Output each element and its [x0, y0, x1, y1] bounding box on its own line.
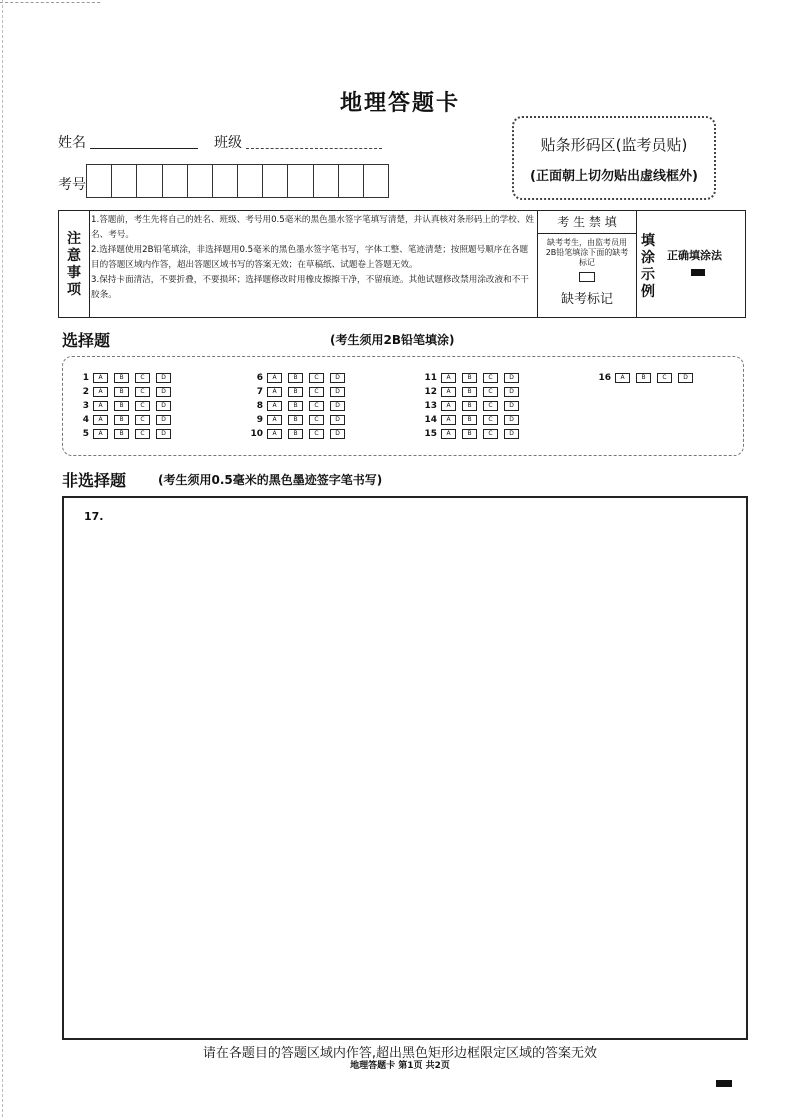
question-number: 16 — [598, 373, 611, 383]
answer-bubble[interactable]: C — [135, 401, 150, 411]
mcq-question-row — [415, 415, 525, 425]
page-title: 地理答题卡 — [339, 91, 460, 116]
class-label: 班级 — [214, 135, 242, 151]
question-number: 9 — [256, 415, 263, 425]
answer-bubble[interactable]: C — [135, 415, 150, 425]
mcq-question-row — [67, 373, 177, 383]
answer-bubble[interactable]: C — [483, 373, 498, 383]
answer-bubble[interactable]: B — [114, 415, 129, 425]
notice-heading-char: 项 — [67, 282, 81, 298]
answer-bubble[interactable]: A — [93, 387, 108, 397]
answer-bubble[interactable]: B — [114, 401, 129, 411]
question-number: 7 — [256, 387, 263, 397]
answer-bubble[interactable]: B — [462, 373, 477, 383]
question-number: 13 — [424, 401, 437, 411]
mcq-title: 选择题 — [62, 331, 111, 350]
fill-heading-char: 例 — [641, 284, 655, 300]
answer-bubble[interactable]: C — [135, 387, 150, 397]
mcq-question-row — [241, 429, 351, 439]
question-number: 10 — [250, 429, 263, 439]
answer-bubble[interactable]: D — [504, 373, 519, 383]
fill-heading-char: 示 — [641, 267, 655, 283]
question-number: 3 — [82, 401, 89, 411]
mcq-question-row — [241, 401, 351, 411]
answer-bubble[interactable]: A — [441, 429, 456, 439]
question-number: 11 — [424, 373, 437, 383]
notice-heading — [59, 211, 90, 317]
question-number: 15 — [424, 429, 437, 439]
question-number: 6 — [256, 373, 263, 383]
rule-1: 1.答题前，考生先将自己的姓名、班级、考号用0.5毫米的黑色墨水签字笔填写清楚，并认真核对条形码上的学校、姓名、考号。 — [91, 215, 534, 240]
absent-mark-box[interactable] — [579, 272, 595, 282]
question-number: 8 — [256, 401, 263, 411]
answer-bubble[interactable]: D — [504, 429, 519, 439]
notice-rules — [91, 213, 535, 303]
name-label: 姓名 — [58, 135, 86, 151]
answer-bubble[interactable]: D — [156, 415, 171, 425]
barcode-note: (正面朝上切勿贴出虚线框外) — [530, 169, 698, 184]
id-label: 考号 — [58, 177, 86, 193]
answer-bubble[interactable]: A — [441, 401, 456, 411]
question-number: 5 — [82, 429, 89, 439]
id-number-boxes[interactable] — [86, 164, 389, 198]
notice-heading-char: 事 — [67, 265, 81, 281]
fill-heading-char: 涂 — [641, 250, 655, 266]
question-number: 1 — [82, 373, 89, 383]
essay-title: 非选择题 — [62, 471, 127, 490]
mcq-question-row — [67, 401, 177, 411]
footer-warning: 请在各题目的答题区域内作答,超出黑色矩形边框限定区域的答案无效 — [202, 1046, 598, 1061]
answer-bubble[interactable]: A — [615, 373, 630, 383]
answer-bubble[interactable]: B — [288, 429, 303, 439]
answer-bubble[interactable]: B — [114, 373, 129, 383]
answer-bubble[interactable]: D — [330, 387, 345, 397]
answer-bubble[interactable]: A — [93, 401, 108, 411]
answer-bubble[interactable]: B — [114, 429, 129, 439]
answer-bubble[interactable]: B — [462, 387, 477, 397]
essay-note: (考生须用0.5毫米的黑色墨迹签字笔书写) — [158, 473, 383, 487]
question-number: 12 — [424, 387, 437, 397]
answer-bubble[interactable]: D — [504, 387, 519, 397]
essay-answer-area[interactable] — [62, 496, 748, 1040]
absent-mark-label: 缺考标记 — [560, 292, 613, 307]
mcq-answer-area — [62, 356, 744, 456]
mcq-question-row — [415, 429, 525, 439]
answer-bubble[interactable]: B — [288, 387, 303, 397]
answer-bubble[interactable]: C — [309, 373, 324, 383]
answer-bubble[interactable]: A — [267, 415, 282, 425]
question-number: 4 — [82, 415, 89, 425]
answer-bubble[interactable]: B — [636, 373, 651, 383]
answer-bubble[interactable]: C — [483, 429, 498, 439]
answer-bubble[interactable]: D — [330, 415, 345, 425]
class-field[interactable] — [246, 134, 382, 149]
mcq-question-row — [241, 387, 351, 397]
answer-bubble[interactable]: C — [309, 387, 324, 397]
mcq-question-row — [241, 415, 351, 425]
answer-bubble[interactable]: D — [504, 415, 519, 425]
answer-bubble[interactable]: C — [483, 415, 498, 425]
answer-bubble[interactable]: B — [462, 429, 477, 439]
mcq-question-row — [415, 401, 525, 411]
fill-heading-char: 填 — [641, 233, 655, 249]
answer-bubble[interactable]: A — [267, 373, 282, 383]
alignment-mark — [716, 1080, 732, 1087]
mcq-question-row — [67, 415, 177, 425]
answer-bubble[interactable]: A — [93, 415, 108, 425]
answer-bubble[interactable]: B — [288, 415, 303, 425]
answer-bubble[interactable]: A — [441, 415, 456, 425]
rule-3: 3.保持卡面清洁，不要折叠，不要损坏；选择题修改时用橡皮擦擦干净，不留痕迹。其他试题修改禁用涂改液和不干胶条。 — [91, 275, 529, 300]
answer-bubble[interactable]: B — [288, 401, 303, 411]
answer-bubble[interactable]: D — [156, 429, 171, 439]
answer-bubble[interactable]: A — [93, 429, 108, 439]
fill-example-heading — [641, 233, 655, 301]
mcq-note: (考生须用2B铅笔填涂) — [330, 333, 455, 347]
name-field[interactable] — [90, 134, 198, 149]
answer-bubble[interactable]: C — [657, 373, 672, 383]
answer-bubble[interactable]: B — [114, 387, 129, 397]
answer-bubble[interactable]: A — [441, 387, 456, 397]
answer-bubble[interactable]: C — [309, 429, 324, 439]
answer-bubble[interactable]: D — [330, 429, 345, 439]
top-cut-line — [0, 2, 100, 3]
mcq-question-row — [67, 387, 177, 397]
answer-bubble[interactable]: A — [441, 373, 456, 383]
answer-bubble[interactable]: C — [483, 387, 498, 397]
left-cut-line — [2, 0, 3, 1117]
mcq-question-row — [589, 373, 699, 383]
answer-bubble[interactable]: D — [156, 401, 171, 411]
answer-bubble[interactable]: C — [309, 401, 324, 411]
answer-bubble[interactable]: A — [267, 387, 282, 397]
answer-bubble[interactable]: D — [330, 373, 345, 383]
filled-example-mark — [691, 269, 705, 276]
answer-bubble[interactable]: D — [330, 401, 345, 411]
forbidden-desc: 缺考考生，由监考员用2B铅笔填涂下面的缺考标记 — [545, 238, 629, 267]
answer-bubble[interactable]: B — [462, 401, 477, 411]
footer-page: 地理答题卡 第1页 共2页 — [350, 1061, 450, 1071]
answer-bubble[interactable]: A — [267, 429, 282, 439]
mcq-question-row — [241, 373, 351, 383]
answer-bubble[interactable]: B — [288, 373, 303, 383]
answer-bubble[interactable]: C — [135, 429, 150, 439]
answer-bubble[interactable]: A — [267, 401, 282, 411]
mcq-question-row — [67, 429, 177, 439]
rule-2: 2.选择题使用2B铅笔填涂，非选择题用0.5毫米的黑色墨水签字笔书写，字体工整、笔迹清楚；按照题号顺序在各题目的答题区域内作答，超出答题区域书写的答案无效；在草稿纸、试题卷上答题无效。 — [91, 245, 529, 270]
answer-bubble[interactable]: D — [156, 373, 171, 383]
mcq-question-row — [415, 387, 525, 397]
answer-bubble[interactable]: D — [678, 373, 693, 383]
answer-bubble[interactable]: A — [93, 373, 108, 383]
mcq-question-row — [415, 373, 525, 383]
fill-example-label: 正确填涂法 — [667, 249, 722, 262]
notice-heading-char: 意 — [67, 248, 81, 264]
question-number: 2 — [82, 387, 89, 397]
question-17-number: 17. — [84, 510, 104, 523]
answer-bubble[interactable]: C — [483, 401, 498, 411]
notice-table — [58, 210, 746, 318]
notice-heading-char: 注 — [67, 231, 81, 247]
answer-bubble[interactable]: D — [504, 401, 519, 411]
barcode-area — [512, 116, 716, 200]
answer-bubble[interactable]: B — [462, 415, 477, 425]
answer-bubble[interactable]: D — [156, 387, 171, 397]
barcode-title: 贴条形码区(监考员贴) — [540, 136, 688, 154]
forbidden-title: 考 生 禁 填 — [538, 211, 636, 234]
question-number: 14 — [424, 415, 437, 425]
answer-bubble[interactable]: C — [135, 373, 150, 383]
answer-bubble[interactable]: C — [309, 415, 324, 425]
exam-forbidden-box — [537, 211, 637, 317]
